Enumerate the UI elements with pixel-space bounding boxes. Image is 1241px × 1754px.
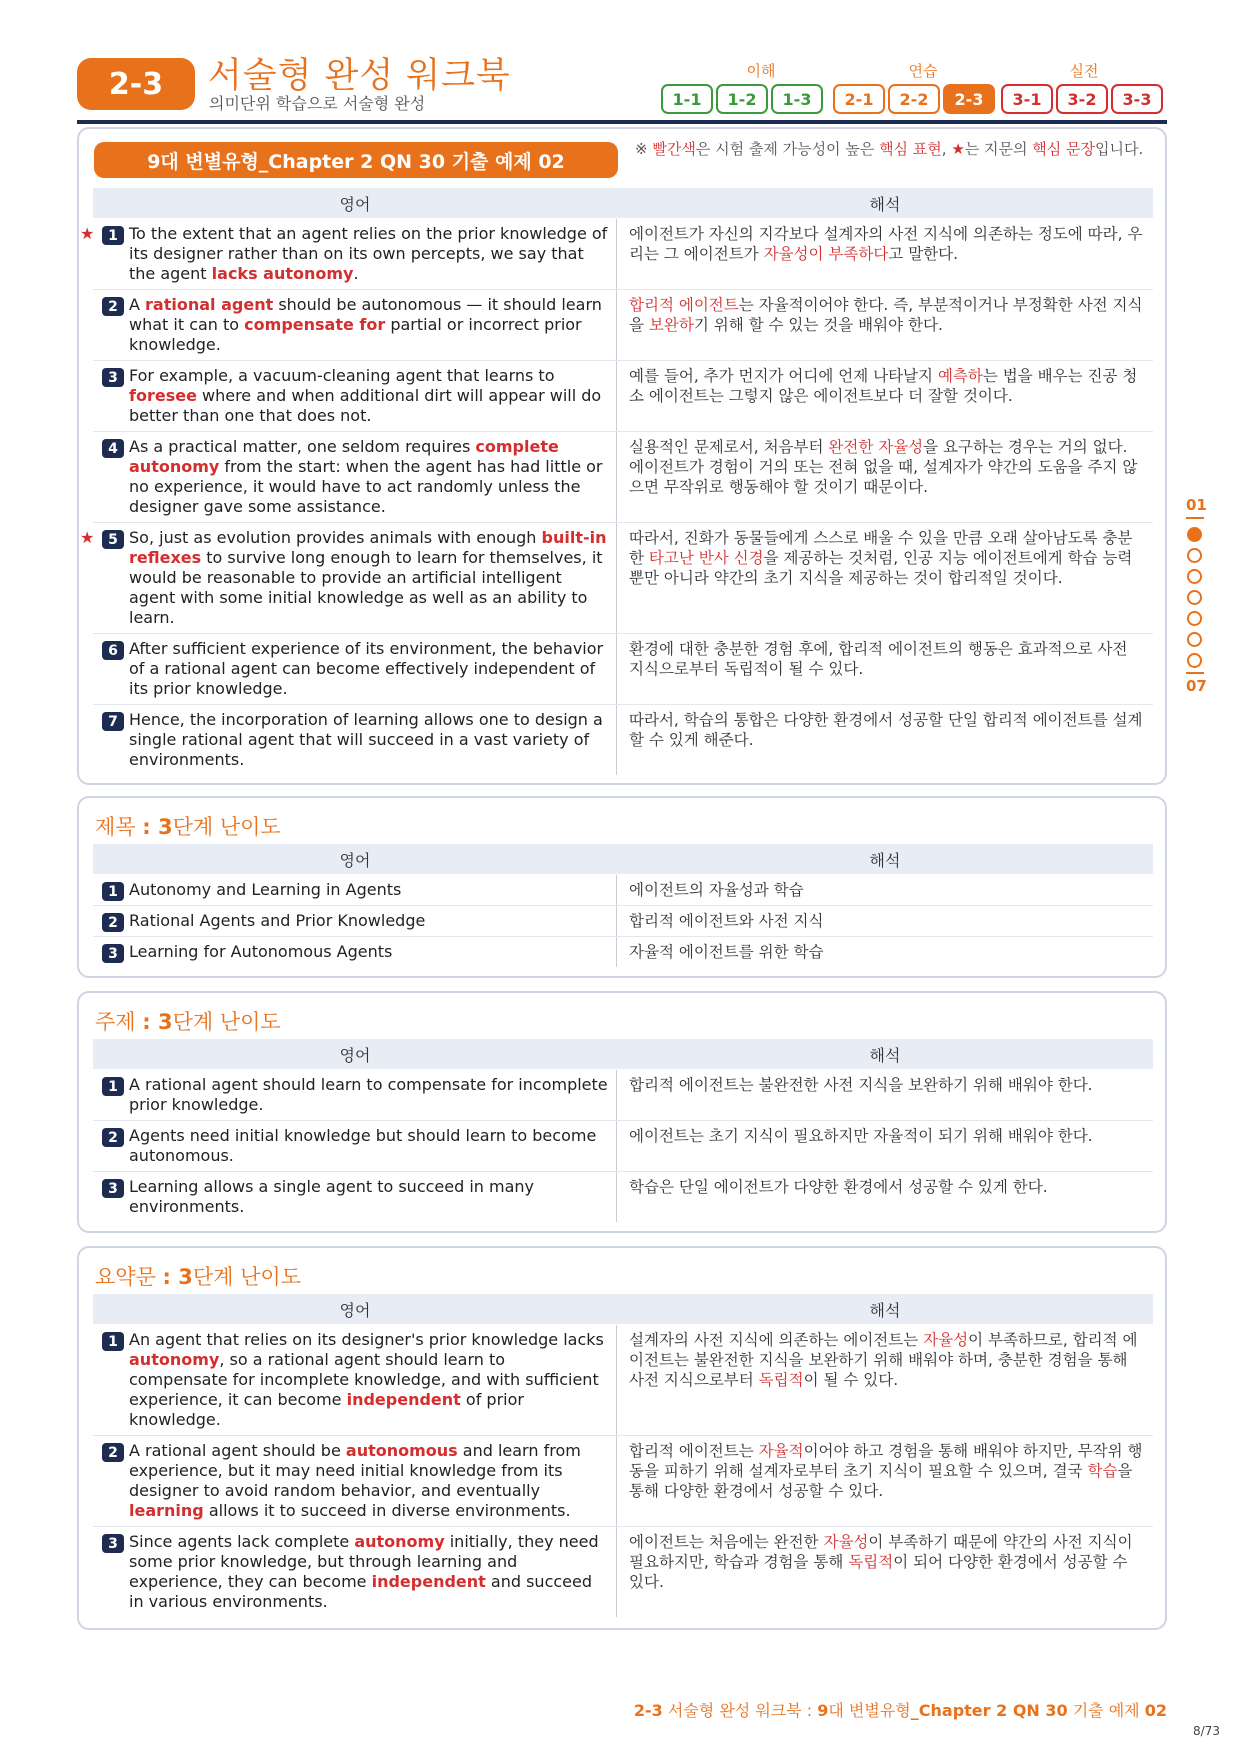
english-cell	[93, 1527, 617, 1617]
page-number: 8/73	[1193, 1724, 1220, 1738]
page-subtitle: 의미단위 학습으로 서술형 완성	[209, 94, 426, 113]
star-icon: ★	[80, 224, 95, 243]
row-number-badge: 2	[102, 1443, 124, 1462]
col-korean: 해석	[869, 194, 901, 214]
korean-cell	[617, 875, 1153, 905]
passage-panel	[77, 127, 1167, 785]
text-segment: 을 요구하는 경우는 거의 없다. 에이전트가 경험이 거의 또는 전혀 없을 때, 설계자가 약간의 도움을 주지 않으면 무작위로 행동해야 할 것이기 때문이다.	[629, 438, 1138, 496]
step-2-1[interactable]: 2-1	[833, 84, 885, 114]
text-segment: from the start: when the agent has had little or no experience, it would have to act randomly unless the designer gave some assistance.	[129, 457, 603, 516]
row-number-badge: 6	[102, 641, 124, 660]
text-segment: .	[353, 264, 359, 283]
text-segment: initially, they need some prior knowledge, but through learning and experience, they can become	[129, 1532, 599, 1591]
english-cell	[93, 1325, 617, 1435]
text-segment: 에이전트의 자율성과 학습	[629, 881, 804, 899]
text-segment: of prior knowledge.	[129, 1390, 524, 1429]
chapter-badge: 9대 변별유형_Chapter 2 QN 30 기출 예제 02	[94, 142, 618, 178]
col-korean: 해석	[869, 1300, 901, 1320]
text-segment: 이 부족하므로, 합리적 에이전트는 불완전한 지식을 보완하기 위해 배워야 하며, 충분한 경험을 통해 사전 지식으로부터	[629, 1331, 1138, 1389]
row-number-badge: 3	[102, 1179, 124, 1198]
korean-cell	[617, 634, 1153, 704]
col-english: 영어	[339, 850, 371, 870]
korean-cell	[617, 1070, 1153, 1120]
row-number-badge: 2	[102, 297, 124, 316]
text-segment: 에이전트가 자신의 지각보다 설계자의 사전 지식에 의존하는 정도에 따라, 우리는 그 에이전트가	[629, 225, 1143, 263]
english-cell	[93, 432, 617, 522]
text-segment: to survive long enough to learn for themselves, it would be reasonable to provide an artificial intelligent agent with some initial knowledge as well as an ability to learn.	[129, 548, 603, 627]
text-segment: and learn from experience, but it may need initial knowledge from its designer to avoid random behavior, and eventually	[129, 1441, 581, 1500]
text-segment: Rational Agents and Prior Knowledge	[129, 911, 426, 930]
section-title: 요약문 : 3단계 난이도	[95, 1265, 301, 1289]
text-segment: For example, a vacuum-cleaning agent that learns to	[129, 366, 555, 385]
summary-table-header	[93, 1294, 1153, 1324]
english-cell	[93, 634, 617, 704]
col-korean: 해석	[869, 1045, 901, 1065]
korean-cell	[617, 432, 1153, 522]
text-segment: 따라서, 학습의 통합은 다양한 환경에서 성공할 단일 합리적 에이전트를 설계할 수 있게 해준다.	[629, 711, 1143, 749]
row-number-badge: 3	[102, 1534, 124, 1553]
text-segment: 합리적 에이전트와 사전 지식	[629, 912, 824, 930]
korean-cell	[617, 1172, 1153, 1222]
text-segment: should be autonomous — it should learn what it can to	[129, 295, 602, 334]
table-row	[93, 1325, 1153, 1436]
key-expression: 자율성	[823, 1533, 869, 1551]
nav-dot[interactable]	[1187, 569, 1202, 584]
english-cell	[93, 1121, 617, 1171]
text-segment: 을 통해 다양한 환경에서 성공할 수 있다.	[629, 1462, 1133, 1500]
key-expression: rational agent	[145, 295, 274, 314]
table-row	[93, 1527, 1153, 1617]
title-rows	[93, 875, 1153, 967]
korean-cell	[617, 705, 1153, 775]
text-segment: 이 될 수 있다.	[803, 1371, 899, 1389]
page-title: 서술형 완성 워크북	[208, 56, 511, 96]
key-expression: 예측하	[937, 367, 983, 385]
side-nav-start: 01	[1186, 496, 1207, 514]
step-1-3[interactable]: 1-3	[771, 84, 823, 114]
header-rule	[77, 120, 1167, 124]
side-nav-dots	[1187, 527, 1202, 668]
row-number-badge: 1	[102, 226, 124, 245]
text-segment: 기 위해 할 수 있는 것을 배워야 한다.	[693, 316, 943, 334]
english-cell	[93, 705, 617, 775]
row-number-badge: 1	[102, 1332, 124, 1351]
col-english: 영어	[339, 1045, 371, 1065]
note-part: 핵심 문장	[1032, 140, 1096, 158]
table-row	[93, 290, 1153, 361]
step-3-2[interactable]: 3-2	[1056, 84, 1108, 114]
text-segment: 합리적 에이전트는 불완전한 사전 지식을 보완하기 위해 배워야 한다.	[629, 1076, 1093, 1094]
key-expression: 보완하	[648, 316, 694, 334]
english-cell	[93, 875, 617, 905]
key-expression: 완전한 자율성	[828, 438, 924, 456]
footer-title: 2-3 서술형 완성 워크북 : 9대 변별유형_Chapter 2 QN 30 기출 예제 02	[633, 1701, 1167, 1720]
text-segment: To the extent that an agent relies on the prior knowledge of its designer rather than on its own percepts, we say that the agent	[129, 224, 608, 283]
row-number-badge: 1	[102, 1077, 124, 1096]
english-cell	[93, 1070, 617, 1120]
text-segment: 예를 들어, 추가 먼지가 어디에 언제 나타날지	[629, 367, 938, 385]
row-number-badge: 2	[102, 913, 124, 932]
key-expression: 합리적 에이전트	[629, 296, 739, 314]
step-1-2[interactable]: 1-2	[716, 84, 768, 114]
row-number-badge: 1	[102, 882, 124, 901]
korean-cell	[617, 1436, 1153, 1526]
note-part: 는 지문의	[964, 140, 1033, 158]
step-group-practice	[833, 84, 995, 114]
text-segment: 환경에 대한 충분한 경험 후에, 합리적 에이전트의 행동은 효과적으로 사전 지식으로부터 독립적이 될 수 있다.	[629, 640, 1128, 678]
table-row	[93, 1172, 1153, 1222]
step-3-1[interactable]: 3-1	[1001, 84, 1053, 114]
topic-rows	[93, 1070, 1153, 1222]
key-expression: 자율성	[923, 1331, 969, 1349]
korean-cell	[617, 1527, 1153, 1617]
text-segment: 합리적 에이전트는	[629, 1442, 759, 1460]
col-korean: 해석	[869, 850, 901, 870]
text-segment: 이 부족하기 때문에 약간의 사전 지식이 필요하지만, 학습과 경험을 통해	[629, 1533, 1133, 1571]
passage-table-header	[93, 188, 1153, 218]
nav-dot[interactable]	[1187, 611, 1202, 626]
side-nav-line-bottom	[1186, 672, 1204, 674]
key-expression: 독립적	[758, 1371, 804, 1389]
key-expression: autonomy	[129, 1350, 220, 1369]
korean-cell	[617, 906, 1153, 936]
text-segment: A	[129, 295, 146, 314]
step-1-1[interactable]: 1-1	[661, 84, 713, 114]
text-segment: 에이전트는 초기 지식이 필요하지만 자율적이 되기 위해 배워야 한다.	[629, 1127, 1093, 1145]
key-expression: independent	[346, 1390, 461, 1409]
table-row	[93, 361, 1153, 432]
text-segment: Learning for Autonomous Agents	[129, 942, 393, 961]
stage-label-real: 실전	[1069, 62, 1099, 80]
key-expression: 학습	[1087, 1462, 1118, 1480]
key-expression: autonomy	[354, 1532, 445, 1551]
english-cell	[93, 361, 617, 431]
korean-cell	[617, 219, 1153, 289]
note-part: ,	[941, 140, 952, 158]
english-cell	[93, 290, 617, 360]
col-english: 영어	[339, 194, 371, 214]
text-segment: 학습은 단일 에이전트가 다양한 환경에서 성공할 수 있게 한다.	[629, 1178, 1048, 1196]
nav-dot[interactable]	[1187, 590, 1202, 605]
text-segment: , so a rational agent should learn to compensate for incomplete knowledge, and with sufficient experience, it can become	[129, 1350, 599, 1409]
key-expression: complete autonomy	[129, 437, 559, 476]
text-segment: partial or incorrect prior knowledge.	[129, 315, 582, 354]
nav-dot[interactable]	[1187, 548, 1202, 563]
english-cell	[80, 523, 617, 633]
text-segment: where and when additional dirt will appear will do better than one that does not.	[129, 386, 602, 425]
table-row	[93, 875, 1153, 906]
note-part: ※	[635, 140, 653, 158]
table-row	[93, 937, 1153, 967]
row-number-badge: 3	[102, 368, 124, 387]
key-expression: 타고난 반사 신경	[648, 549, 764, 567]
text-segment: 을 제공하는 것처럼, 인공 지능 에이전트에게 학습 능력뿐만 아니라 약간의 초기 지식을 제공하는 것이 합리적일 것이다.	[629, 549, 1133, 587]
step-2-2[interactable]: 2-2	[888, 84, 940, 114]
note-part: 핵심 표현	[879, 140, 942, 158]
row-number-badge: 7	[102, 712, 124, 731]
text-segment: Learning allows a single agent to succeed in many environments.	[129, 1177, 535, 1216]
korean-cell	[617, 361, 1153, 431]
text-segment: Autonomy and Learning in Agents	[129, 880, 402, 899]
step-group-real	[1001, 84, 1163, 114]
text-segment: 이어야 하고 경험을 통해 배워야 하지만, 무작위 행동을 피하기 위해 설계자로부터 초기 지식이 필요할 수 있으며, 결국	[629, 1442, 1143, 1480]
key-expression: built-in reflexes	[129, 528, 607, 567]
text-segment: 실용적인 문제로서, 처음부터	[629, 438, 829, 456]
topic-table-header	[93, 1039, 1153, 1069]
korean-cell	[617, 290, 1153, 360]
step-2-3[interactable]: 2-3	[943, 84, 995, 114]
note-part: 빨간색	[652, 140, 696, 158]
english-cell	[93, 1436, 617, 1526]
key-expression: 독립적	[848, 1553, 894, 1571]
text-segment: Agents need initial knowledge but should learn to become autonomous.	[129, 1126, 597, 1165]
text-segment: 이 되어 다양한 환경에서 성공할 수 있다.	[629, 1553, 1128, 1591]
row-number-badge: 3	[102, 944, 124, 963]
col-english: 영어	[339, 1300, 371, 1320]
text-segment: 는 법을 배우는 진공 청소 에이전트는 그렇지 않은 에이전트보다 더 잘할 것이다.	[629, 367, 1138, 405]
passage-rows	[80, 219, 1153, 775]
row-number-badge: 4	[102, 439, 124, 458]
key-expression: 자율성이 부족하다	[763, 245, 889, 263]
text-segment: A rational agent should learn to compensate for incomplete prior knowledge.	[129, 1075, 608, 1114]
table-row	[93, 634, 1153, 705]
key-expression: autonomous	[345, 1441, 458, 1460]
title-panel	[77, 796, 1167, 978]
key-expression: lacks autonomy	[211, 264, 354, 283]
section-title: 제목 : 3단계 난이도	[95, 815, 281, 839]
row-number-badge: 5	[102, 530, 124, 549]
english-cell	[93, 906, 617, 936]
text-segment: and succeed in various environments.	[129, 1572, 592, 1611]
table-row	[93, 906, 1153, 937]
text-segment: 는 자율적이어야 한다. 즉, 부분적이거나 부정확한 사전 지식을	[629, 296, 1143, 334]
side-nav-line-top	[1186, 517, 1204, 519]
table-row	[93, 1436, 1153, 1527]
step-group-understand	[661, 84, 823, 114]
stage-label-practice: 연습	[908, 62, 938, 80]
text-segment: After sufficient experience of its environment, the behavior of a rational agent can become effectively independent of its prior knowledge.	[129, 639, 604, 698]
text-segment: 자율적 에이전트를 위한 학습	[629, 943, 824, 961]
table-row	[93, 1070, 1153, 1121]
legend-note	[635, 139, 1155, 159]
nav-dot[interactable]	[1187, 653, 1202, 668]
key-expression: 자율적	[758, 1442, 804, 1460]
text-segment: An agent that relies on its designer's prior knowledge lacks	[129, 1330, 604, 1349]
table-row	[80, 219, 1153, 290]
text-segment: A rational agent should be	[129, 1441, 346, 1460]
key-expression: compensate for	[244, 315, 386, 334]
text-segment: 따라서, 진화가 동물들에게 스스로 배울 수 있을 만큼 오래 살아남도록 충분한	[629, 529, 1133, 567]
section-title: 주제 : 3단계 난이도	[95, 1010, 281, 1034]
star-icon: ★	[951, 140, 965, 158]
text-segment: As a practical matter, one seldom requires	[129, 437, 476, 456]
summary-rows	[93, 1325, 1153, 1617]
text-segment: So, just as evolution provides animals with enough	[129, 528, 542, 547]
text-segment: Since agents lack complete	[129, 1532, 355, 1551]
table-row	[93, 1121, 1153, 1172]
text-segment: 에이전트는 처음에는 완전한	[629, 1533, 824, 1551]
summary-panel	[77, 1246, 1167, 1630]
note-part: 입니다.	[1095, 140, 1144, 158]
key-expression: foresee	[129, 386, 197, 405]
korean-cell	[617, 937, 1153, 967]
text-segment: allows it to succeed in diverse environments.	[203, 1501, 571, 1520]
step-3-3[interactable]: 3-3	[1111, 84, 1163, 114]
table-row	[93, 432, 1153, 523]
korean-cell	[617, 1325, 1153, 1435]
stage-label-understand: 이해	[746, 62, 776, 80]
side-nav-end: 07	[1186, 677, 1207, 695]
table-row	[80, 523, 1153, 634]
nav-dot[interactable]	[1187, 527, 1202, 542]
english-cell	[93, 937, 617, 967]
topic-panel	[77, 991, 1167, 1233]
note-part: 은 시험 출제 가능성이 높은	[695, 140, 880, 158]
star-icon: ★	[80, 528, 95, 547]
text-segment: 설계자의 사전 지식에 의존하는 에이전트는	[629, 1331, 924, 1349]
english-cell	[93, 1172, 617, 1222]
nav-dot[interactable]	[1187, 632, 1202, 647]
korean-cell	[617, 1121, 1153, 1171]
english-cell	[80, 219, 617, 289]
key-expression: learning	[129, 1501, 204, 1520]
row-number-badge: 2	[102, 1128, 124, 1147]
text-segment: Hence, the incorporation of learning allows one to design a single rational agent that will succeed in a vast variety of environments.	[129, 710, 603, 769]
table-row	[93, 705, 1153, 775]
key-expression: independent	[371, 1572, 486, 1591]
title-table-header	[93, 844, 1153, 874]
section-badge: 2-3	[77, 58, 195, 110]
korean-cell	[617, 523, 1153, 633]
text-segment: 고 말한다.	[888, 245, 959, 263]
